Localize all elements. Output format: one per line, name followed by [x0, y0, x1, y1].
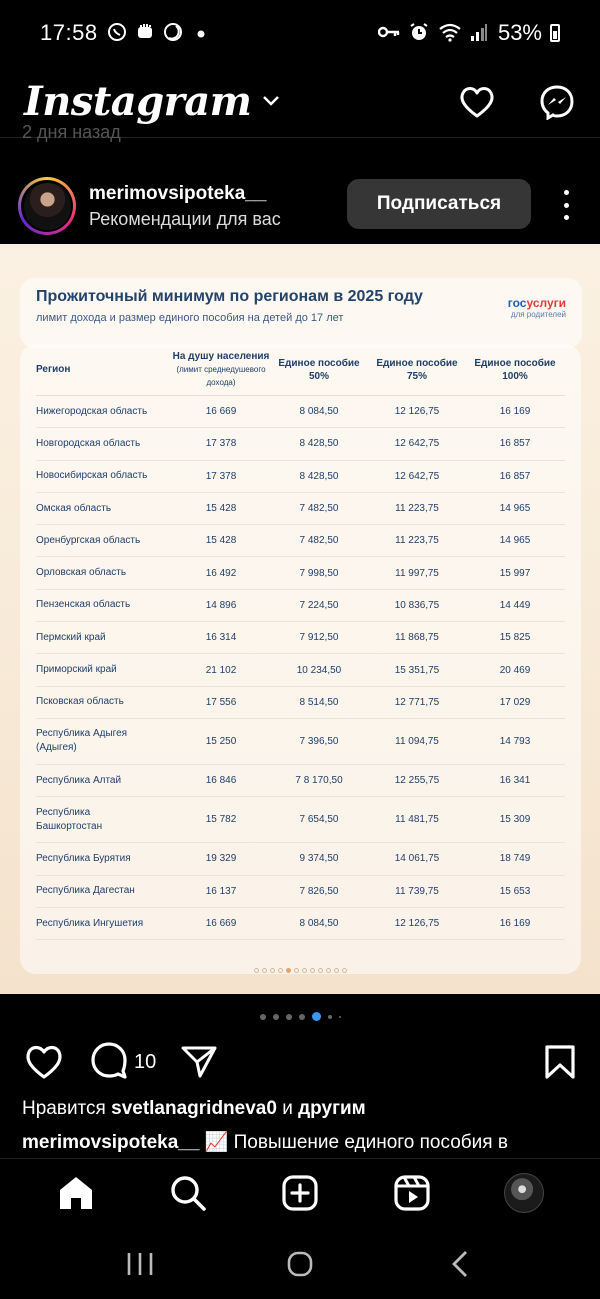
key-icon: [378, 22, 400, 44]
cell-per-capita: 17 378: [205, 470, 237, 482]
cell-region: Приморский край: [36, 664, 117, 676]
cell-benefit-75: 12 771,75: [394, 696, 440, 708]
caption-text: Повышение единого пособия в: [228, 1132, 508, 1153]
cell-per-capita: 15 782: [205, 814, 237, 826]
cell-benefit-50: 7 912,50: [299, 632, 339, 644]
cell-benefit-100: 20 469: [499, 664, 531, 676]
cell-benefit-100: 16 169: [499, 406, 531, 418]
signal-icon: [468, 22, 490, 44]
table-row: [36, 396, 565, 428]
infographic-title: Прожиточный минимум по регионам в 2025 году: [36, 288, 423, 305]
status-time: 17:58: [40, 20, 98, 45]
post-image[interactable]: [0, 244, 600, 994]
table-row: [36, 797, 565, 843]
bookmark-icon[interactable]: [544, 1044, 576, 1080]
status-bar: [0, 0, 600, 66]
likes-prefix: Нравится: [22, 1098, 112, 1119]
status-left-icons: [106, 22, 212, 44]
cell-benefit-50: 9 374,50: [299, 853, 339, 865]
home-button-icon[interactable]: [280, 1244, 320, 1284]
likes-middle: и: [276, 1098, 299, 1119]
cell-per-capita: 16 137: [205, 885, 237, 897]
more-options-icon[interactable]: [556, 190, 576, 220]
cell-region: Пермский край: [36, 631, 106, 643]
table-row: [36, 687, 565, 719]
cell-region: Оренбургская область: [36, 534, 141, 546]
infographic-header: [20, 278, 582, 348]
cell-benefit-50: 7 224,50: [299, 599, 339, 611]
post-subtitle: Рекомендации для вас: [89, 208, 281, 229]
cell-benefit-100: 14 965: [499, 535, 531, 547]
avatar[interactable]: [24, 183, 71, 230]
caption-username[interactable]: merimovsipoteka__: [22, 1132, 200, 1153]
system-navigation: [0, 1228, 600, 1299]
table-row: [36, 719, 565, 765]
comment-count: 10: [134, 1050, 157, 1073]
cell-per-capita: 16 314: [205, 632, 237, 644]
table-row: [36, 590, 565, 622]
table-header: [36, 344, 565, 396]
cell-per-capita: 15 428: [205, 535, 237, 547]
table-row: [36, 908, 565, 940]
cell-benefit-50: 7 482,50: [299, 503, 339, 515]
moon-icon: [162, 22, 184, 44]
create-post-icon[interactable]: [278, 1171, 322, 1215]
alarm-icon: [408, 22, 430, 44]
wifi-icon: [438, 22, 460, 44]
fist-icon: [134, 22, 156, 44]
column-header-75: Единое пособие 75%: [376, 357, 458, 382]
cell-region: Нижегородская область: [36, 405, 148, 417]
cell-benefit-75: 11 868,75: [395, 632, 439, 644]
carousel-dot: [286, 1014, 292, 1020]
cell-benefit-100: 18 749: [499, 853, 531, 865]
image-page-dots: [0, 968, 600, 973]
cell-benefit-75: 12 255,75: [394, 775, 440, 787]
post-actions: [24, 1040, 576, 1084]
post-header: [0, 170, 600, 242]
cell-benefit-100: 15 997: [499, 567, 531, 579]
cell-benefit-50: 7 482,50: [299, 535, 339, 547]
cell-benefit-100: 16 857: [499, 470, 531, 482]
table-row: [36, 876, 565, 908]
reels-icon[interactable]: [390, 1171, 434, 1215]
cell-benefit-100: 14 793: [499, 735, 531, 747]
avatar[interactable]: [504, 1173, 544, 1213]
share-icon[interactable]: [180, 1045, 218, 1079]
table-row: [36, 622, 565, 654]
cell-benefit-75: 11 094,75: [395, 735, 439, 747]
likes-user[interactable]: svetlanagridneva0: [111, 1098, 277, 1119]
cell-region: Новгородская область: [36, 437, 141, 449]
column-header-region: Регион: [36, 364, 71, 375]
column-header-100: Единое пособие 100%: [474, 357, 556, 382]
infographic-subtitle: лимит дохода и размер единого пособия на детей до 17 лет: [36, 312, 344, 324]
cell-per-capita: 17 556: [205, 696, 237, 708]
likes-line: [22, 1098, 366, 1120]
comment-icon[interactable]: [90, 1041, 128, 1084]
cell-per-capita: 16 669: [205, 918, 237, 929]
cell-region: Орловская область: [36, 567, 127, 579]
cell-region: Республика Дагестан: [36, 885, 135, 897]
table-row: [36, 765, 565, 797]
carousel-dot: [260, 1014, 266, 1020]
cell-benefit-100: 15 653: [499, 885, 531, 897]
cell-per-capita: 19 329: [205, 853, 237, 865]
instagram-logo[interactable]: Instagram: [24, 78, 252, 125]
status-right: [378, 20, 560, 46]
cell-benefit-75: 11 223,75: [395, 503, 439, 515]
table-row: [36, 493, 565, 525]
heart-icon[interactable]: [458, 83, 496, 121]
cell-region: Омская область: [36, 502, 112, 514]
cell-benefit-75: 10 836,75: [394, 599, 440, 611]
cell-benefit-50: 8 514,50: [299, 696, 339, 708]
cell-per-capita: 16 846: [205, 775, 237, 787]
table-row: [36, 525, 565, 557]
cell-per-capita: 16 492: [205, 567, 237, 579]
gosuslugi-logo-sub: для родителей: [510, 310, 566, 319]
cell-benefit-75: 15 351,75: [394, 664, 440, 676]
cell-per-capita: 16 669: [205, 406, 237, 418]
recent-apps-icon[interactable]: [120, 1244, 160, 1284]
column-header-per-capita-label: На душу населения: [172, 351, 270, 362]
cell-benefit-100: 16 857: [499, 438, 531, 450]
post-user-info: [89, 183, 281, 230]
cell-benefit-100: 15 825: [499, 632, 531, 644]
cell-benefit-75: 11 997,75: [395, 567, 439, 579]
table-body: [36, 396, 565, 940]
cell-benefit-75: 12 126,75: [394, 918, 440, 929]
search-icon[interactable]: [166, 1171, 210, 1215]
cell-benefit-75: 12 642,75: [394, 470, 440, 482]
header-actions: [458, 83, 576, 121]
gosuslugi-logo: [508, 296, 566, 319]
table-row: [36, 654, 565, 686]
dot-icon: [190, 22, 212, 44]
chevron-down-icon[interactable]: [262, 90, 280, 113]
cell-region: Республика Башкортостан: [36, 806, 103, 832]
cell-region: Пензенская область: [36, 599, 131, 611]
cell-region: Республика Адыгея (Адыгея): [36, 728, 128, 754]
cell-benefit-100: 16 341: [499, 775, 531, 787]
cell-per-capita: 14 896: [205, 599, 237, 611]
gosuslugi-logo-main: гос: [507, 296, 527, 310]
cell-per-capita: 15 428: [205, 503, 237, 515]
cell-benefit-50: 7 998,50: [299, 567, 339, 579]
cell-region: Республика Алтай: [36, 774, 122, 786]
cell-benefit-100: 17 029: [499, 696, 531, 708]
messenger-icon[interactable]: [538, 83, 576, 121]
cell-benefit-50: 8 428,50: [299, 438, 339, 450]
cell-benefit-50: 8 084,50: [299, 406, 339, 418]
cell-benefit-50: 7 8 170,50: [295, 775, 343, 787]
cell-benefit-100: 16 169: [499, 918, 531, 929]
cell-benefit-100: 15 309: [499, 814, 531, 826]
column-header-50: Единое пособие 50%: [278, 357, 360, 382]
carousel-dot: [312, 1012, 321, 1021]
chart-increasing-emoji: 📈: [199, 1132, 229, 1153]
carousel-dot: [339, 1016, 341, 1018]
previous-post-time: 2 дня назад: [22, 122, 121, 142]
home-icon[interactable]: [54, 1171, 98, 1215]
carousel-indicator: [0, 1012, 600, 1021]
column-header-per-capita-note: (лимит среднедушевого дохода): [176, 365, 266, 387]
cell-benefit-75: 11 481,75: [395, 814, 439, 826]
table-row: [36, 461, 565, 493]
cell-benefit-50: 8 428,50: [299, 470, 339, 482]
cell-benefit-75: 14 061,75: [394, 853, 440, 865]
likes-others[interactable]: другим: [298, 1098, 366, 1119]
cell-per-capita: 21 102: [205, 664, 237, 676]
cell-region: Республика Бурятия: [36, 852, 131, 864]
table-row: [36, 557, 565, 589]
cell-region: Республика Ингушетия: [36, 917, 144, 929]
cell-benefit-75: 11 739,75: [395, 885, 439, 897]
cell-benefit-50: 8 084,50: [299, 918, 339, 929]
cell-benefit-75: 11 223,75: [395, 535, 439, 547]
story-ring[interactable]: [18, 177, 76, 235]
cell-per-capita: 15 250: [205, 735, 237, 747]
comment-button[interactable]: [90, 1041, 156, 1084]
cell-region: Псковская область: [36, 696, 124, 708]
battery-percent: 53%: [497, 20, 542, 45]
bottom-navigation: [0, 1158, 600, 1226]
carousel-dot: [273, 1014, 279, 1020]
cell-benefit-100: 14 965: [499, 503, 531, 515]
cell-benefit-50: 10 234,50: [296, 664, 342, 676]
cell-per-capita: 17 378: [205, 438, 237, 450]
post-caption[interactable]: [22, 1130, 582, 1154]
whatsapp-icon: [106, 22, 128, 44]
post-username[interactable]: merimovsipoteka__: [89, 182, 267, 204]
gosuslugi-logo-accent: услуги: [526, 296, 566, 310]
like-icon[interactable]: [24, 1044, 64, 1080]
profile-avatar[interactable]: [502, 1171, 546, 1215]
cell-benefit-75: 12 126,75: [394, 406, 440, 418]
infographic-table: [20, 344, 581, 974]
table-row: [36, 843, 565, 875]
follow-button[interactable]: Подписаться: [347, 179, 531, 229]
table-row: [36, 428, 565, 460]
cell-benefit-50: 7 654,50: [299, 814, 339, 826]
cell-benefit-100: 14 449: [499, 599, 531, 611]
carousel-dot: [299, 1014, 305, 1020]
carousel-dot: [328, 1015, 332, 1019]
cell-benefit-50: 7 826,50: [299, 885, 339, 897]
cell-benefit-75: 12 642,75: [394, 438, 440, 450]
cell-region: Новосибирская область: [36, 470, 148, 482]
column-header-per-capita: [172, 350, 270, 389]
battery-icon: [550, 24, 560, 42]
back-icon[interactable]: [440, 1244, 480, 1284]
cell-benefit-50: 7 396,50: [299, 735, 339, 747]
